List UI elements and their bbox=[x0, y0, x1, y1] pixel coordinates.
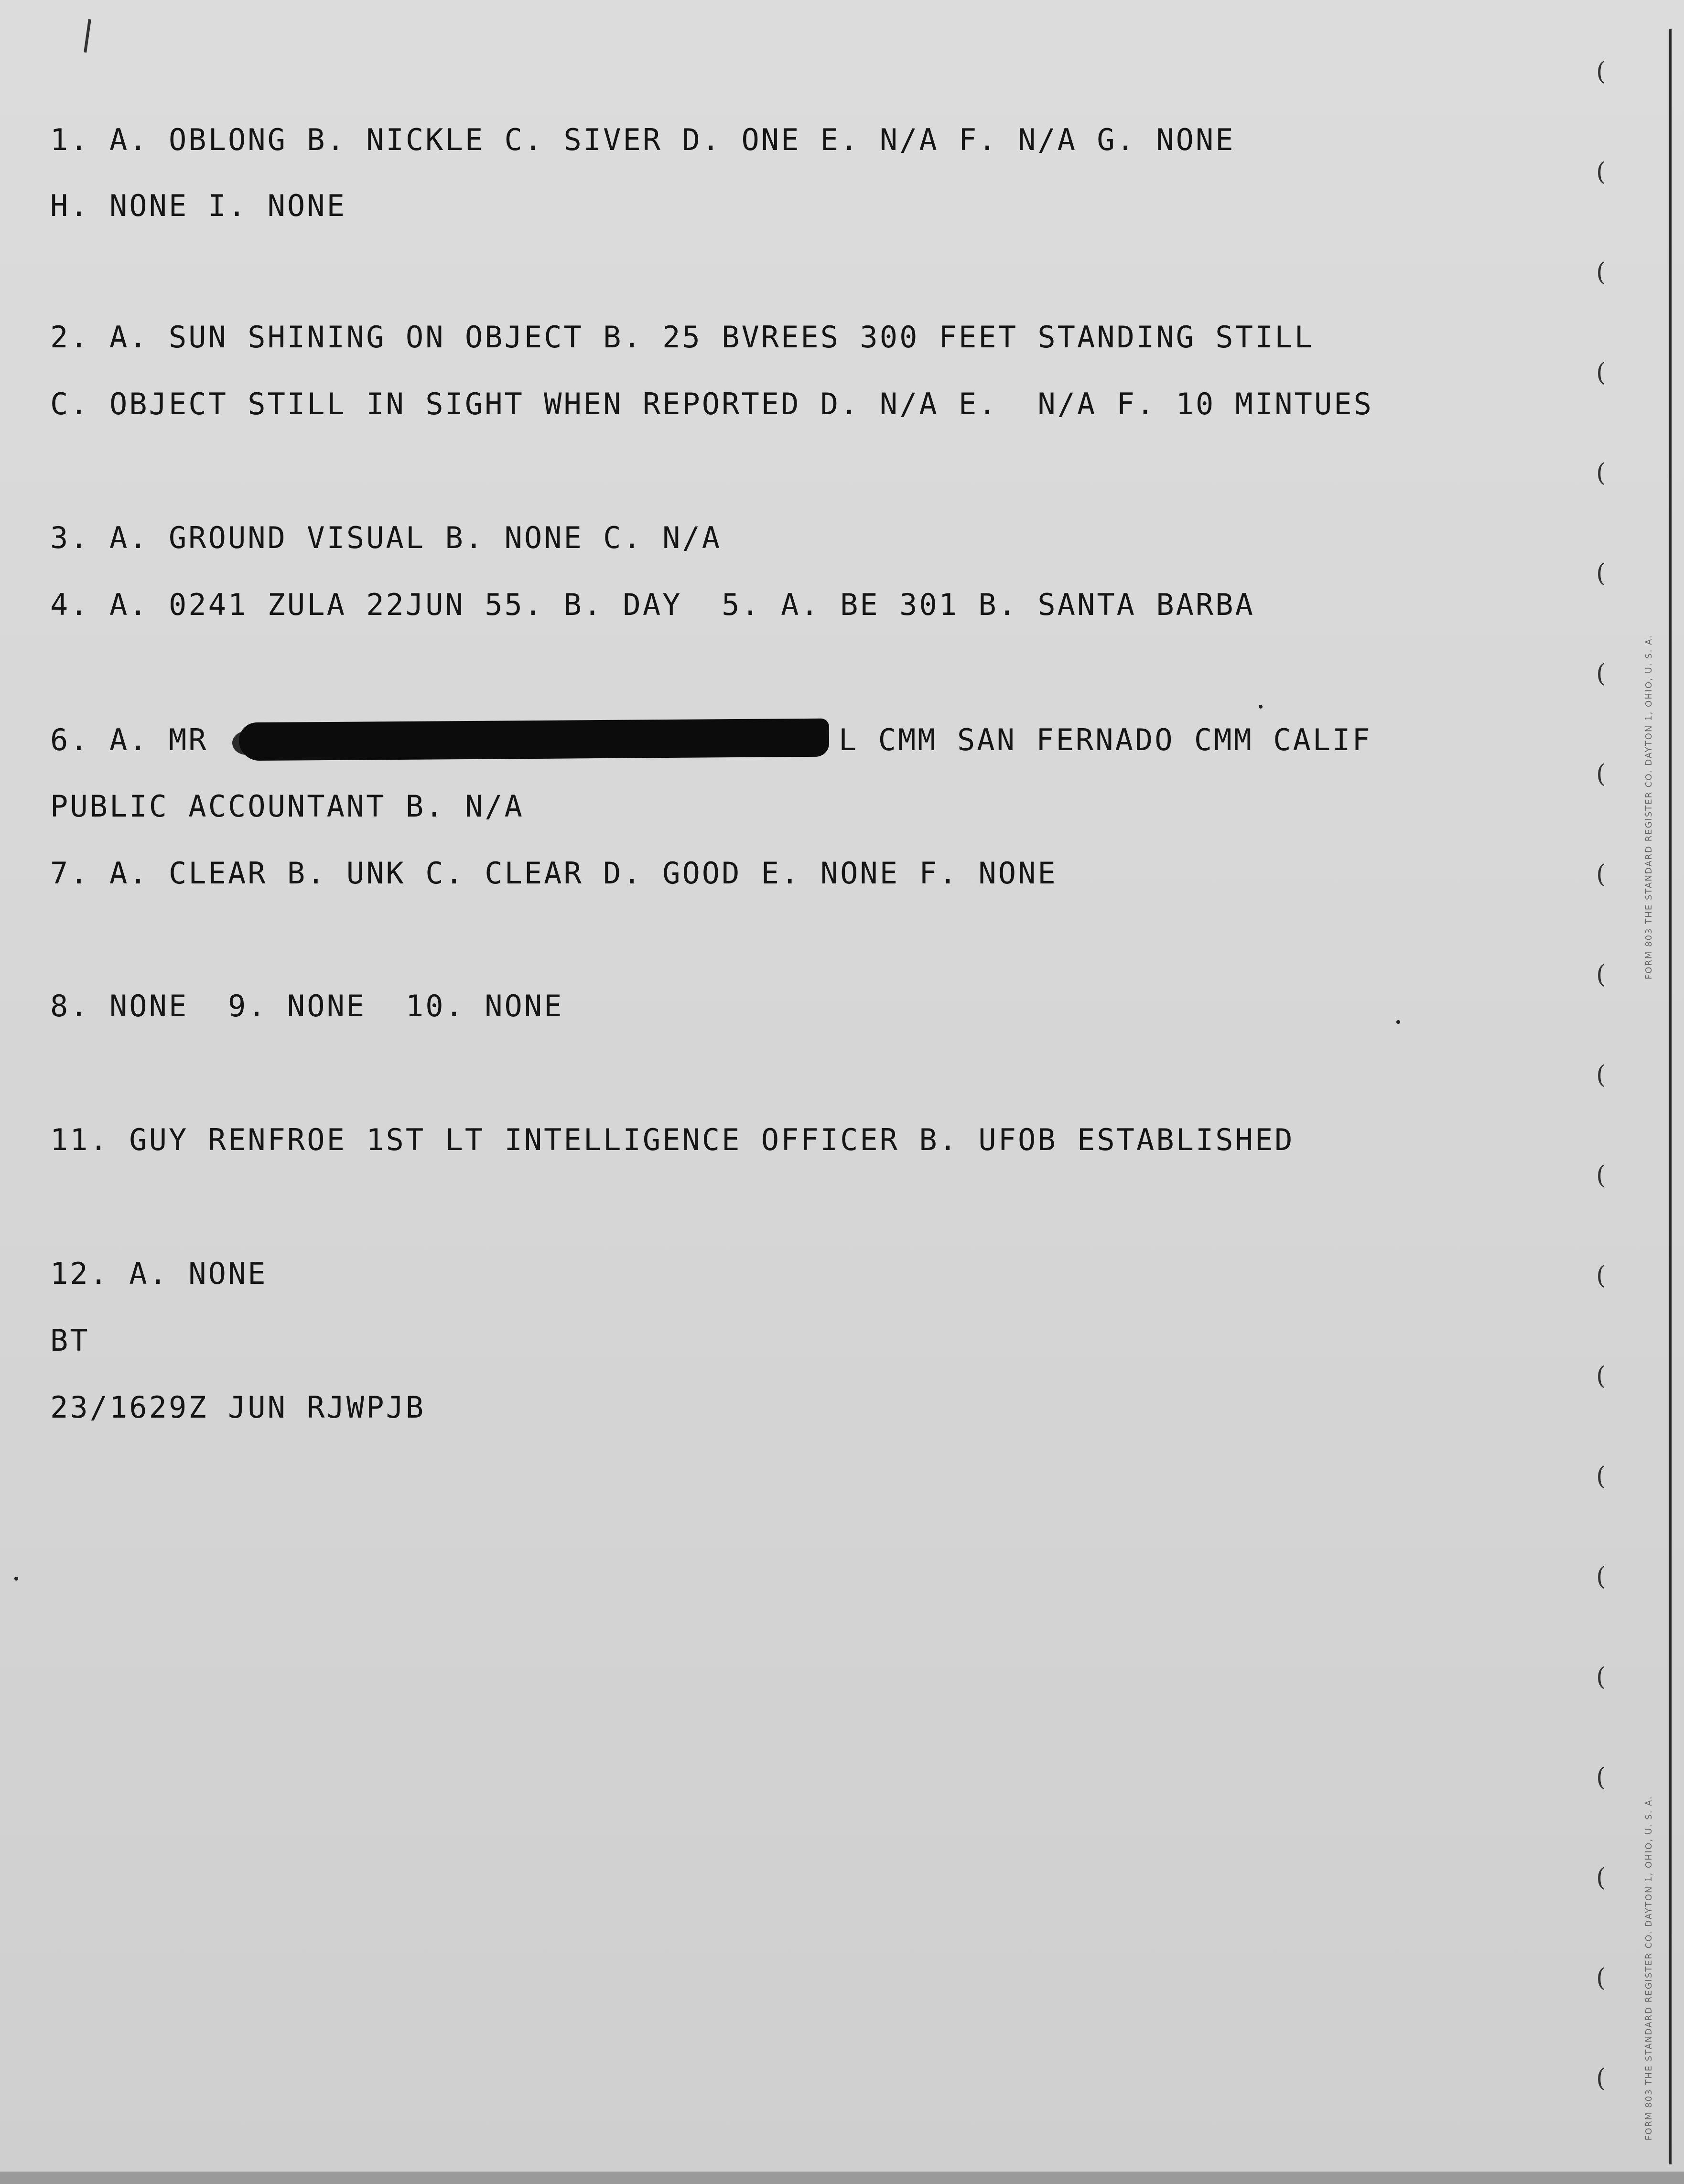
items-8-10-line: 8. NONE 9. NONE 10. NONE bbox=[50, 989, 564, 1023]
margin-paren-mark: ( bbox=[1596, 860, 1606, 889]
margin-paren-mark: ( bbox=[1596, 960, 1606, 989]
margin-paren-mark: ( bbox=[1596, 1362, 1606, 1390]
margin-paren-mark: ( bbox=[1596, 2064, 1606, 2093]
item-1-line-1: 1. A. OBLONG B. NICKLE C. SIVER D. ONE E. N/A F. N/A G. NONE bbox=[50, 122, 1235, 157]
margin-paren-mark: ( bbox=[1596, 358, 1606, 387]
margin-paren-mark: ( bbox=[1596, 1964, 1606, 1992]
margin-paren-mark: ( bbox=[1596, 1763, 1606, 1792]
item-11-line: 11. GUY RENFROE 1ST LT INTELLIGENCE OFFICER B. UFOB ESTABLISHED bbox=[50, 1122, 1295, 1157]
margin-marks bbox=[1596, 0, 1615, 2184]
margin-paren-mark: ( bbox=[1596, 258, 1606, 287]
redaction-bar bbox=[239, 719, 830, 761]
margin-paren-mark: ( bbox=[1596, 1663, 1606, 1691]
ink-speck bbox=[1259, 705, 1263, 709]
item-6-line-2: PUBLIC ACCOUNTANT B. N/A bbox=[50, 789, 524, 824]
margin-paren-mark: ( bbox=[1596, 158, 1606, 186]
form-imprint-top: FORM 803 THE STANDARD REGISTER CO. DAYTON 1, OHIO, U. S. A. bbox=[1644, 635, 1654, 979]
margin-paren-mark: ( bbox=[1596, 1261, 1606, 1290]
margin-paren-mark: ( bbox=[1596, 57, 1606, 86]
margin-paren-mark: ( bbox=[1596, 760, 1606, 788]
item-7-line: 7. A. CLEAR B. UNK C. CLEAR D. GOOD E. NONE F. NONE bbox=[50, 856, 1058, 891]
item-1-line-2: H. NONE I. NONE bbox=[50, 188, 346, 223]
break-line: BT bbox=[50, 1323, 90, 1358]
ink-speck bbox=[1396, 1020, 1400, 1024]
margin-paren-mark: ( bbox=[1596, 1863, 1606, 1892]
page-bottom-edge bbox=[0, 2172, 1684, 2184]
margin-paren-mark: ( bbox=[1596, 1161, 1606, 1190]
margin-paren-mark: ( bbox=[1596, 559, 1606, 588]
margin-paren-mark: ( bbox=[1596, 1562, 1606, 1591]
item-3-line: 3. A. GROUND VISUAL B. NONE C. N/A bbox=[50, 520, 722, 555]
item-6-line-1-start: 6. A. MR bbox=[50, 722, 208, 757]
item-2-line-1: 2. A. SUN SHINING ON OBJECT B. 25 BVREES 300 FEET STANDING STILL bbox=[50, 320, 1314, 355]
page-right-edge bbox=[1669, 29, 1672, 2164]
item-2-line-2: C. OBJECT STILL IN SIGHT WHEN REPORTED D. N/A E. N/A F. 10 MINTUES bbox=[50, 387, 1373, 421]
date-time-group-line: 23/1629Z JUN RJWPJB bbox=[50, 1390, 426, 1425]
item-4-5-line: 4. A. 0241 ZULA 22JUN 55. B. DAY 5. A. BE 301 B. SANTA BARBA bbox=[50, 587, 1255, 622]
margin-paren-mark: ( bbox=[1596, 659, 1606, 688]
margin-paren-mark: ( bbox=[1596, 1061, 1606, 1089]
margin-paren-mark: ( bbox=[1596, 459, 1606, 487]
form-imprint-bottom: FORM 803 THE STANDARD REGISTER CO. DAYTON 1, OHIO, U. S. A. bbox=[1644, 1796, 1654, 2141]
item-12-line: 12. A. NONE bbox=[50, 1256, 268, 1291]
pen-mark bbox=[84, 19, 91, 53]
margin-paren-mark: ( bbox=[1596, 1462, 1606, 1491]
ink-speck bbox=[14, 1577, 18, 1581]
item-6-line-1-end: L CMM SAN FERNADO CMM CALIF bbox=[839, 722, 1372, 757]
